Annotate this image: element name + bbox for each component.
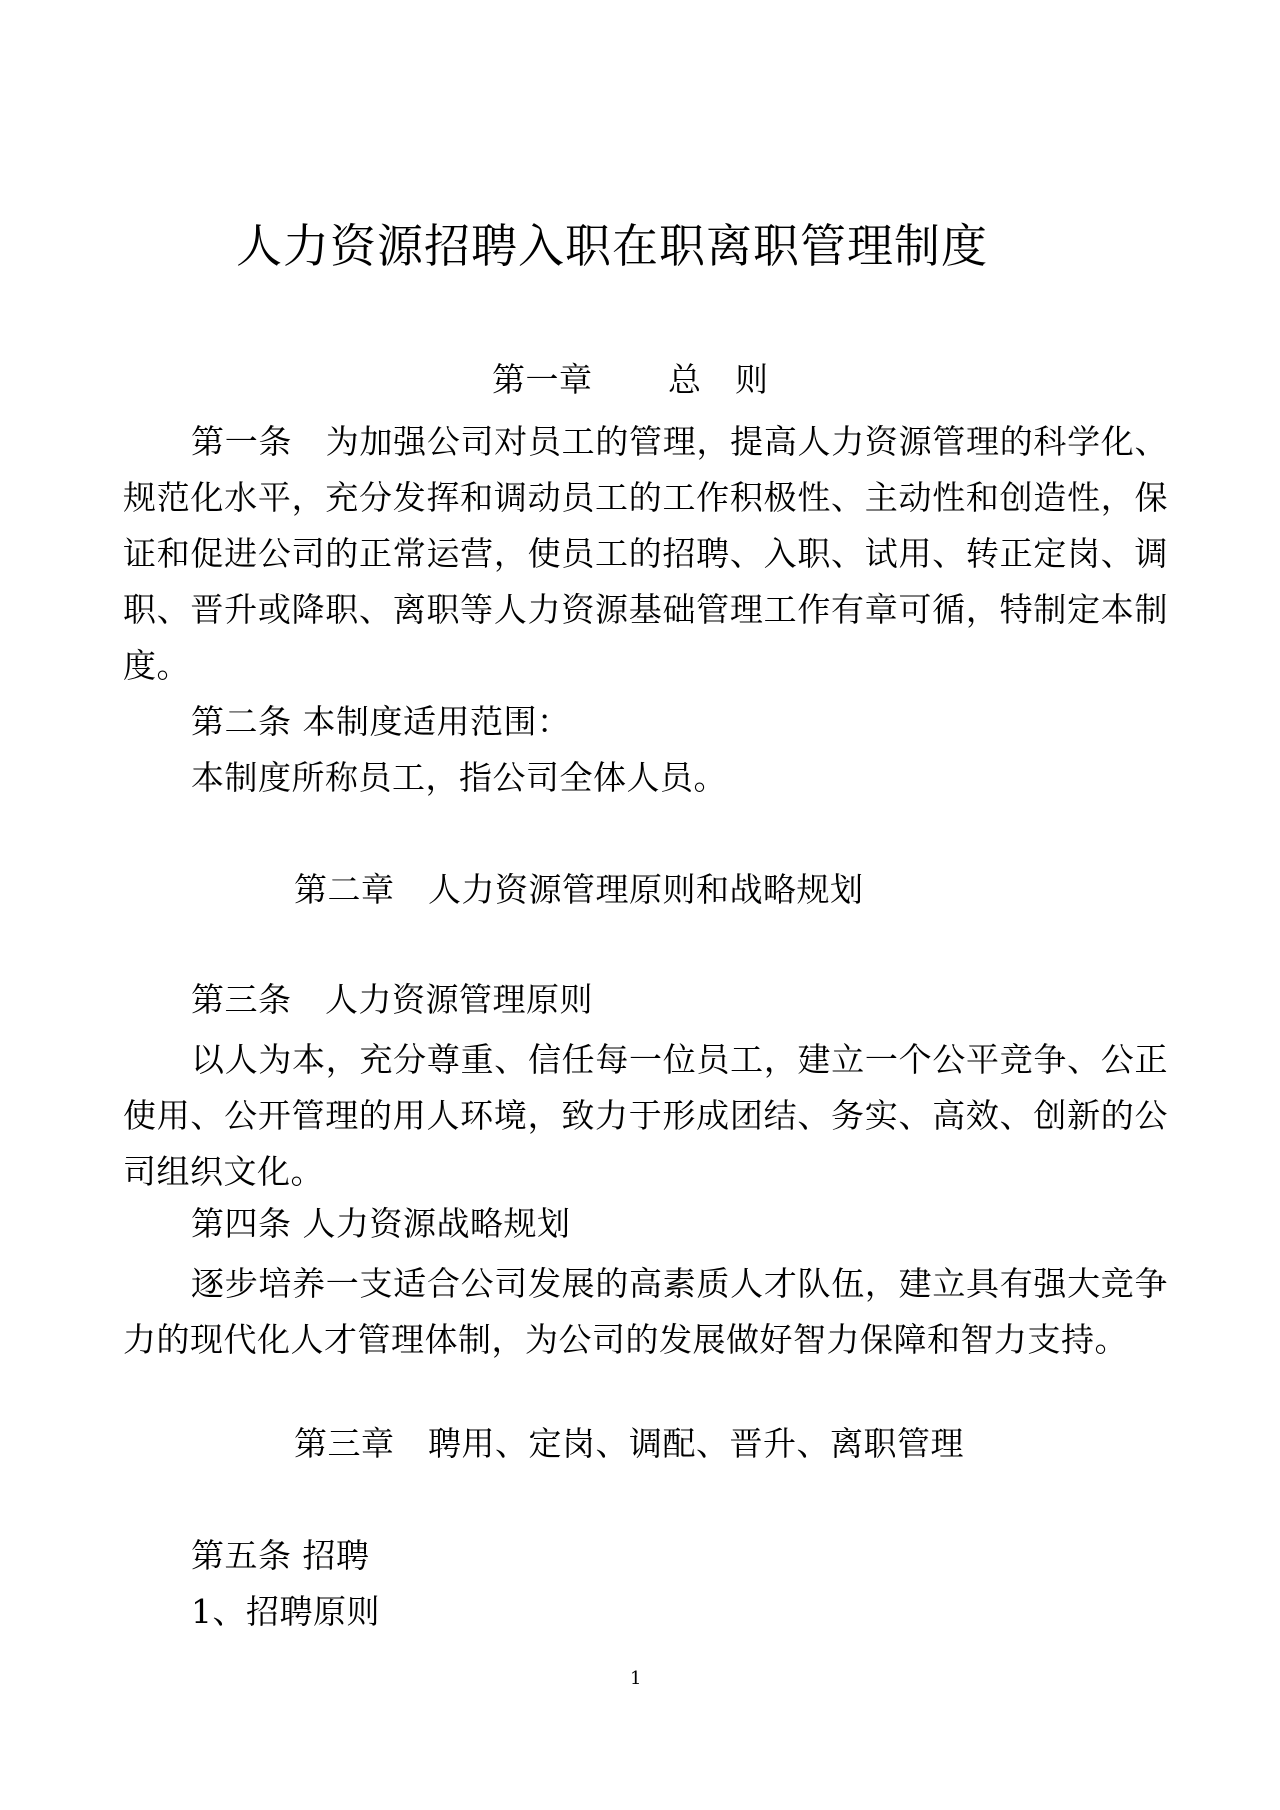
chapter3-heading: 第三章 聘用、定岗、调配、晋升、离职管理 — [294, 1424, 964, 1463]
article-5-title: 第五条 招聘 — [191, 1536, 370, 1575]
article-2-title: 第二条 本制度适用范围： — [191, 702, 571, 741]
article-5-item-1: 1、招聘原则 — [191, 1592, 380, 1631]
chapter2-heading: 第二章 人力资源管理原则和战略规划 — [294, 870, 864, 909]
article-3-title: 第三条 人力资源管理原则 — [191, 980, 593, 1019]
article-1: 第一条 为加强公司对员工的管理，提高人力资源管理的科学化、规范化水平，充分发挥和调动员工的工作积极性、主动性和创造性，保证和促进公司的正常运营，使员工的招聘、入职、试用、转正定岗、调职、晋升或降职、离职等人力资源基础管理工作有章可循，特制定本制度。 — [123, 422, 1168, 685]
article-2-body: 本制度所称员工，指公司全体人员。 — [191, 758, 727, 797]
page-number: 1 — [630, 1668, 642, 1689]
article-4-title: 第四条 人力资源战略规划 — [191, 1204, 571, 1243]
article-3-body: 以人为本，充分尊重、信任每一位员工，建立一个公平竞争、公正使用、公开管理的用人环境，致力于形成团结、务实、高效、创新的公司组织文化。 — [123, 1040, 1168, 1191]
chapter1-name: 总 则 — [668, 360, 769, 399]
article-4-body: 逐步培养一支适合公司发展的高素质人才队伍，建立具有强大竞争力的现代化人才管理体制，为公司的发展做好智力保障和智力支持。 — [123, 1264, 1168, 1359]
chapter1-number: 第一章 — [492, 360, 593, 399]
document-title: 人力资源招聘入职在职离职管理制度 — [236, 219, 988, 273]
